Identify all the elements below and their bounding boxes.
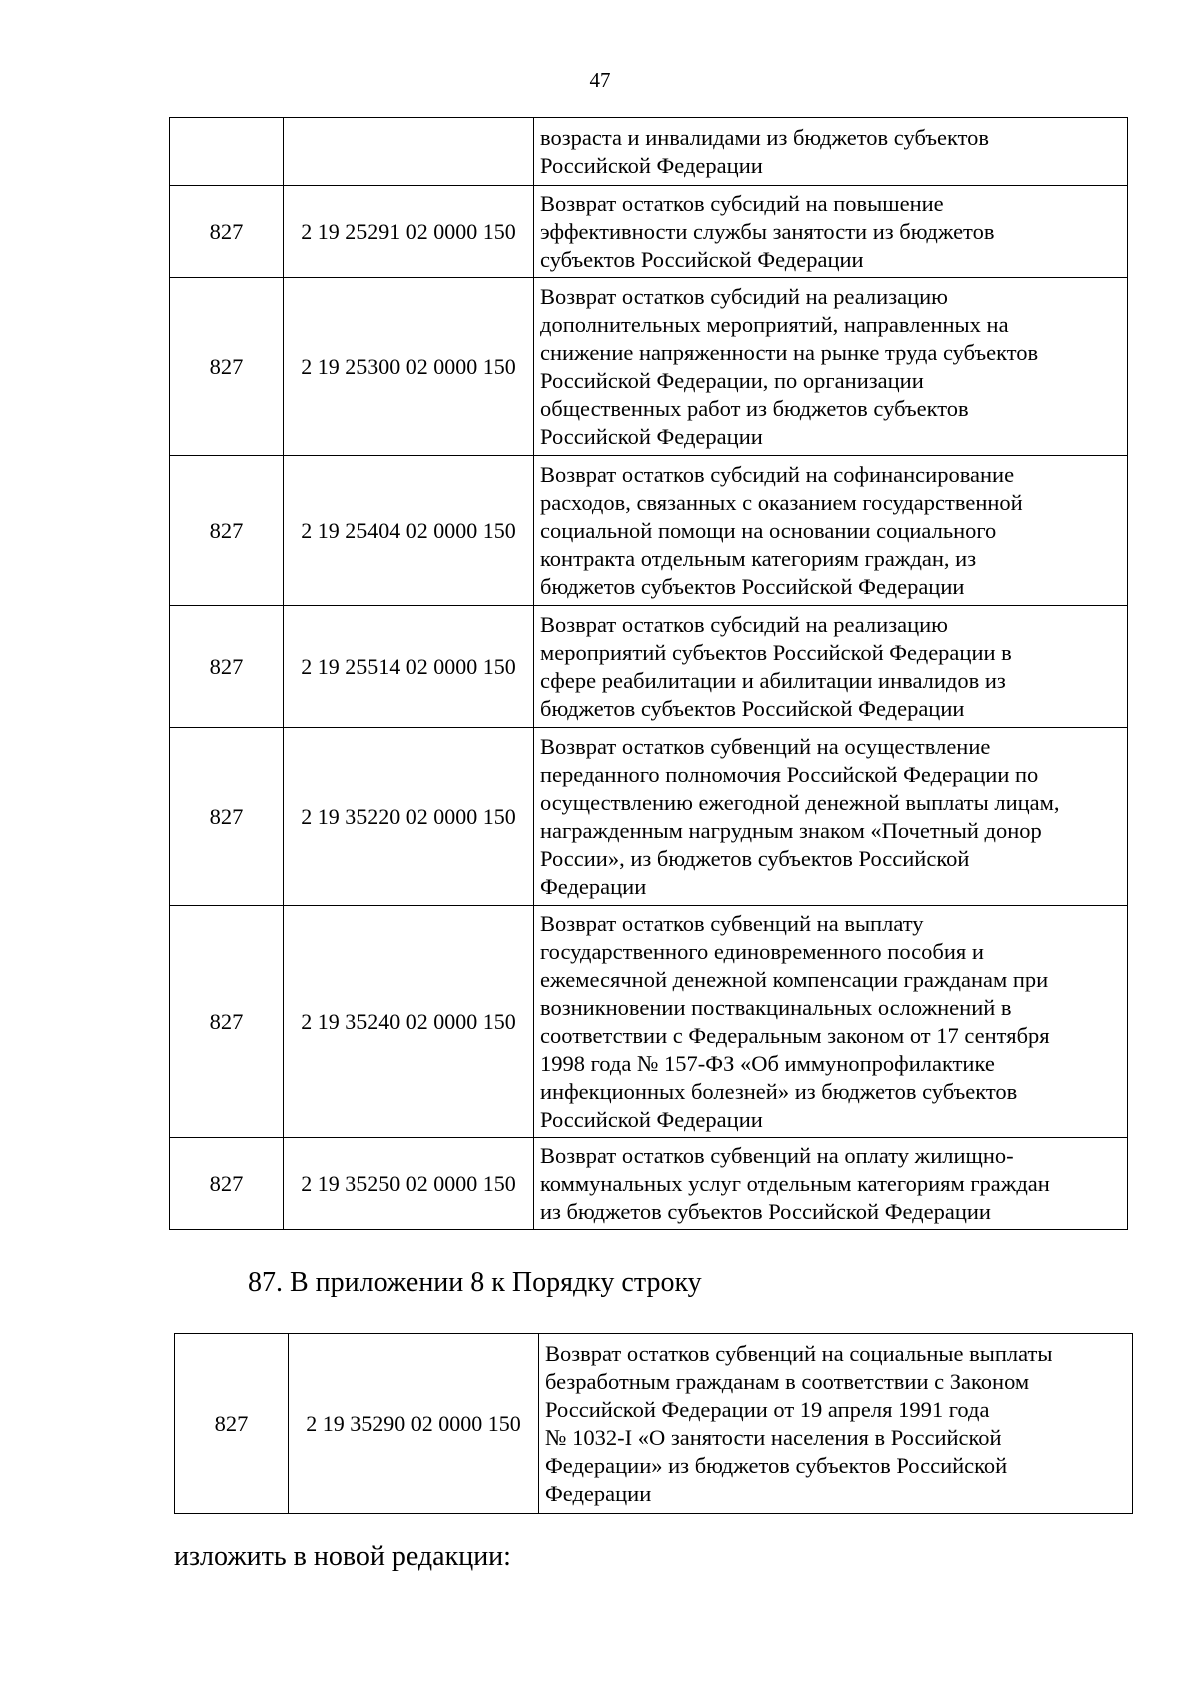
description-line: Возврат остатков субсидий на реализацию — [540, 611, 948, 637]
budget-code-cell: 2 19 35240 02 0000 150 — [284, 906, 534, 1138]
description-line: Возврат остатков субвенций на оплату жилищно- — [540, 1142, 1014, 1168]
description-line: награжденным нагрудным знаком «Почетный донор — [540, 817, 1042, 843]
description-cell — [534, 728, 1128, 906]
description-line: Российской Федерации — [540, 152, 763, 178]
description-line: безработным гражданам в соответствии с Законом — [545, 1368, 1030, 1394]
replaced-row-table — [174, 1333, 1133, 1514]
budget-codes-table — [169, 117, 1128, 1230]
description-line: Возврат остатков субсидий на софинансирование — [540, 461, 1015, 487]
description-cell — [534, 606, 1128, 728]
table-row — [170, 186, 1128, 278]
replaced-row-table-body — [175, 1334, 1133, 1514]
budget-code-cell: 2 19 25291 02 0000 150 — [284, 186, 534, 278]
budget-code-cell: 2 19 25404 02 0000 150 — [284, 456, 534, 606]
admin-code-cell — [170, 118, 284, 186]
budget-code-cell: 2 19 35220 02 0000 150 — [284, 728, 534, 906]
description-cell — [534, 278, 1128, 456]
admin-code-cell: 827 — [170, 728, 284, 906]
description-line: бюджетов субъектов Российской Федерации — [540, 573, 965, 599]
budget-code-cell: 2 19 35290 02 0000 150 — [289, 1334, 539, 1514]
description-line: снижение напряженности на рынке труда субъектов — [540, 339, 1039, 365]
description-line: общественных работ из бюджетов субъектов — [540, 395, 969, 421]
description-line: возраста и инвалидами из бюджетов субъектов — [540, 124, 990, 150]
budget-code-cell — [284, 118, 534, 186]
table-row — [170, 118, 1128, 186]
description-line: осуществлению ежегодной денежной выплаты лицам, — [540, 789, 1060, 815]
budget-code-cell: 2 19 35250 02 0000 150 — [284, 1138, 534, 1230]
description-line: расходов, связанных с оказанием государственной — [540, 489, 1023, 515]
budget-codes-table-body — [170, 118, 1128, 1230]
description-line: возникновении поствакцинальных осложнений в — [540, 994, 1012, 1020]
table-row — [170, 606, 1128, 728]
description-line: субъектов Российской Федерации — [540, 246, 864, 272]
description-cell — [534, 186, 1128, 278]
admin-code-cell: 827 — [170, 1138, 284, 1230]
table-row — [170, 906, 1128, 1138]
description-line: Федерации» из бюджетов субъектов Российской — [545, 1452, 1008, 1478]
description-line: инфекционных болезней» из бюджетов субъектов — [540, 1078, 1018, 1104]
table-row — [170, 728, 1128, 906]
description-line: из бюджетов субъектов Российской Федерации — [540, 1198, 991, 1224]
description-line: коммунальных услуг отдельным категориям граждан — [540, 1170, 1050, 1196]
description-line: сфере реабилитации и абилитации инвалидов из — [540, 667, 1006, 693]
description-line: дополнительных мероприятий, направленных на — [540, 311, 1009, 337]
budget-code-cell: 2 19 25300 02 0000 150 — [284, 278, 534, 456]
description-line: Федерации — [540, 873, 647, 899]
description-line: государственного единовременного пособия и — [540, 938, 984, 964]
closing-text: изложить в новой редакции: — [174, 1541, 511, 1572]
description-line: № 1032-I «О занятости населения в Российской — [545, 1424, 1002, 1450]
admin-code-cell: 827 — [170, 456, 284, 606]
admin-code-cell: 827 — [170, 606, 284, 728]
description-line: соответствии с Федеральным законом от 17 сентября — [540, 1022, 1050, 1048]
description-line: Федерации — [545, 1480, 652, 1506]
description-cell — [534, 1138, 1128, 1230]
description-line: Возврат остатков субвенций на социальные выплаты — [545, 1340, 1053, 1366]
description-line: Возврат остатков субвенций на выплату — [540, 910, 924, 936]
description-line: Возврат остатков субвенций на осуществление — [540, 733, 991, 759]
description-line: контракта отдельным категориям граждан, из — [540, 545, 977, 571]
description-line: ежемесячной денежной компенсации гражданам при — [540, 966, 1049, 992]
admin-code-cell: 827 — [170, 278, 284, 456]
table-row — [175, 1334, 1133, 1514]
description-line: социальной помощи на основании социального — [540, 517, 997, 543]
description-line: Российской Федерации, по организации — [540, 367, 924, 393]
description-line: Российской Федерации — [540, 423, 763, 449]
page-number: 47 — [589, 68, 611, 92]
description-line: Возврат остатков субсидий на реализацию — [540, 283, 948, 309]
admin-code-cell: 827 — [175, 1334, 289, 1514]
admin-code-cell: 827 — [170, 186, 284, 278]
table-row — [170, 278, 1128, 456]
description-line: 1998 года № 157-ФЗ «Об иммунопрофилактике — [540, 1050, 995, 1076]
description-cell — [534, 906, 1128, 1138]
description-line: Российской Федерации — [540, 1106, 763, 1132]
description-cell — [534, 456, 1128, 606]
description-line: Российской Федерации от 19 апреля 1991 года — [545, 1396, 990, 1422]
description-line: России», из бюджетов субъектов Российской — [540, 845, 970, 871]
paragraph-87: 87. В приложении 8 к Порядку строку — [248, 1267, 702, 1298]
description-line: переданного полномочия Российской Федерации по — [540, 761, 1039, 787]
description-line: Возврат остатков субсидий на повышение — [540, 190, 944, 216]
admin-code-cell: 827 — [170, 906, 284, 1138]
description-cell — [539, 1334, 1133, 1514]
table-row — [170, 1138, 1128, 1230]
description-line: эффективности службы занятости из бюджетов — [540, 218, 995, 244]
budget-code-cell: 2 19 25514 02 0000 150 — [284, 606, 534, 728]
table-row — [170, 456, 1128, 606]
description-line: бюджетов субъектов Российской Федерации — [540, 695, 965, 721]
description-line: мероприятий субъектов Российской Федерации в — [540, 639, 1012, 665]
description-cell — [534, 118, 1128, 186]
